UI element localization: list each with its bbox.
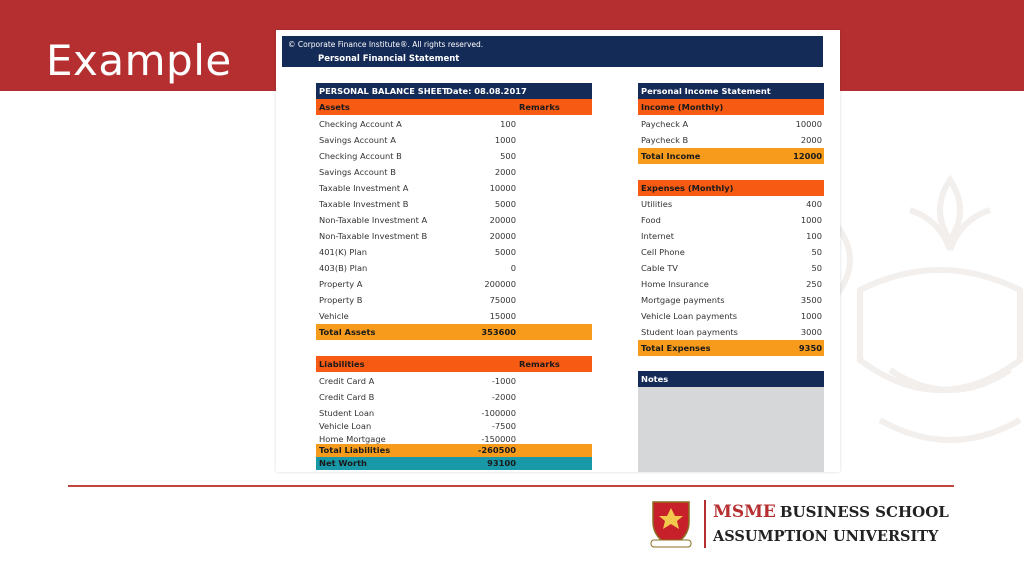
logo-divider <box>704 500 706 548</box>
total-income-label: Total Income <box>641 151 701 161</box>
liability-label: Vehicle Loan <box>319 421 372 431</box>
expense-row <box>638 324 824 340</box>
liability-label: Student Loan <box>319 408 375 418</box>
income-statement-header <box>638 83 824 99</box>
expense-row <box>638 292 824 308</box>
asset-value: 75000 <box>489 295 516 305</box>
expense-label: Food <box>641 215 661 225</box>
expense-value: 1000 <box>800 311 822 321</box>
notes-area <box>638 387 824 472</box>
income-row <box>638 132 824 148</box>
university-crest-icon <box>645 498 697 550</box>
income-label: Paycheck A <box>641 119 689 129</box>
expense-row <box>638 244 824 260</box>
total-income-value: 12000 <box>793 151 822 161</box>
liability-label: Home Mortgage <box>319 434 386 444</box>
net-worth-value: 93100 <box>487 458 516 468</box>
footer-divider <box>68 485 954 487</box>
financial-statement-image <box>276 30 840 472</box>
expenses-header-label: Expenses (Monthly) <box>641 183 734 193</box>
net-worth-label: Net Worth <box>319 458 367 468</box>
asset-label: 403(B) Plan <box>319 263 368 273</box>
assumption-university-text: ASSUMPTION UNIVERSITY <box>713 528 939 545</box>
liability-label: Credit Card A <box>319 376 375 386</box>
asset-value: 10000 <box>489 183 516 193</box>
total-expenses-value: 9350 <box>798 343 822 353</box>
balance-sheet <box>316 83 592 472</box>
income-value: 2000 <box>800 135 822 145</box>
income-row <box>638 116 824 132</box>
asset-value: 0 <box>510 263 516 273</box>
expense-label: Mortgage payments <box>641 295 725 305</box>
expense-value: 1000 <box>800 215 822 225</box>
expenses-header <box>638 180 824 196</box>
asset-row <box>316 228 592 244</box>
liability-value: -100000 <box>481 408 516 418</box>
expense-row <box>638 228 824 244</box>
msme-wordmark: MSME <box>713 502 776 522</box>
asset-row <box>316 116 592 132</box>
asset-value: 15000 <box>489 311 516 321</box>
asset-label: Savings Account B <box>319 167 396 177</box>
liability-value: -7500 <box>491 421 516 431</box>
asset-label: Vehicle <box>319 311 349 321</box>
asset-label: Taxable Investment A <box>319 183 409 193</box>
asset-value: 20000 <box>489 231 516 241</box>
asset-label: Taxable Investment B <box>319 199 409 209</box>
expense-label: Utilities <box>641 199 673 209</box>
liability-value: -150000 <box>481 434 516 444</box>
total-liabilities-label: Total Liabilities <box>319 445 391 455</box>
expense-value: 50 <box>811 247 822 257</box>
asset-value: 5000 <box>494 247 516 257</box>
expense-label: Home Insurance <box>641 279 709 289</box>
asset-label: Checking Account B <box>319 151 402 161</box>
statement-title: Personal Financial Statement <box>318 54 460 64</box>
expense-value: 400 <box>806 199 822 209</box>
asset-value: 500 <box>500 151 516 161</box>
expense-row <box>638 212 824 228</box>
asset-value: 1000 <box>494 135 516 145</box>
liability-value: -2000 <box>491 392 516 402</box>
statement-banner <box>282 36 823 67</box>
balance-sheet-header <box>316 83 592 99</box>
business-school-text: BUSINESS SCHOOL <box>779 503 949 521</box>
expense-label: Cell Phone <box>641 247 685 257</box>
asset-row <box>316 260 592 276</box>
asset-value: 20000 <box>489 215 516 225</box>
asset-row <box>316 244 592 260</box>
asset-value: 5000 <box>494 199 516 209</box>
liabilities-remarks-header: Remarks <box>519 359 560 369</box>
total-income-row <box>638 148 824 164</box>
expense-value: 50 <box>811 263 822 273</box>
liabilities-header <box>316 356 592 372</box>
total-assets-value: 353600 <box>481 327 516 337</box>
liability-row <box>316 373 592 389</box>
expense-row <box>638 276 824 292</box>
asset-row <box>316 132 592 148</box>
msme-logo-text <box>713 502 949 522</box>
asset-value: 200000 <box>484 279 516 289</box>
expense-row <box>638 308 824 324</box>
remarks-header: Remarks <box>519 102 560 112</box>
expense-value: 3000 <box>800 327 822 337</box>
asset-label: Savings Account A <box>319 135 396 145</box>
expense-label: Internet <box>641 231 674 241</box>
asset-row <box>316 196 592 212</box>
asset-label: Property A <box>319 279 363 289</box>
slide-title: Example <box>46 36 232 85</box>
total-assets-row <box>316 324 592 340</box>
liabilities-header-label: Liabilities <box>319 359 365 369</box>
expense-label: Student loan payments <box>641 327 738 337</box>
expense-value: 100 <box>806 231 822 241</box>
income-label: Paycheck B <box>641 135 689 145</box>
total-liabilities-row <box>316 444 592 457</box>
asset-row <box>316 308 592 324</box>
total-expenses-row <box>638 340 824 356</box>
liability-row <box>316 389 592 405</box>
asset-label: 401(K) Plan <box>319 247 368 257</box>
asset-label: Non-Taxable Investment B <box>319 231 428 241</box>
asset-row <box>316 148 592 164</box>
notes-header-label: Notes <box>641 374 669 384</box>
asset-row <box>316 180 592 196</box>
expense-value: 3500 <box>800 295 822 305</box>
total-expenses-label: Total Expenses <box>641 343 711 353</box>
asset-row <box>316 164 592 180</box>
income-value: 10000 <box>795 119 822 129</box>
expense-value: 250 <box>806 279 822 289</box>
expense-row <box>638 196 824 212</box>
income-header-label: Income (Monthly) <box>641 102 724 112</box>
expense-label: Cable TV <box>641 263 678 273</box>
assets-header <box>316 99 592 115</box>
liability-label: Credit Card B <box>319 392 375 402</box>
expense-row <box>638 260 824 276</box>
asset-row <box>316 292 592 308</box>
asset-value: 2000 <box>494 167 516 177</box>
asset-label: Property B <box>319 295 363 305</box>
net-worth-row <box>316 457 592 470</box>
asset-label: Checking Account A <box>319 119 402 129</box>
expense-label: Vehicle Loan payments <box>641 311 738 321</box>
income-statement <box>638 83 824 472</box>
asset-row <box>316 276 592 292</box>
asset-label: Non-Taxable Investment A <box>319 215 428 225</box>
copyright-text: © Corporate Finance Institute®. All rights reserved. <box>288 40 484 49</box>
liability-value: -1000 <box>491 376 516 386</box>
balance-sheet-date: Date: 08.08.2017 <box>446 86 527 96</box>
income-header <box>638 99 824 115</box>
total-liabilities-value: -260500 <box>477 445 516 455</box>
total-assets-label: Total Assets <box>319 327 376 337</box>
balance-sheet-title: PERSONAL BALANCE SHEET <box>319 86 448 96</box>
assets-header-label: Assets <box>319 102 350 112</box>
asset-row <box>316 212 592 228</box>
notes-header <box>638 371 824 387</box>
asset-value: 100 <box>500 119 516 129</box>
income-statement-title: Personal Income Statement <box>641 86 771 96</box>
